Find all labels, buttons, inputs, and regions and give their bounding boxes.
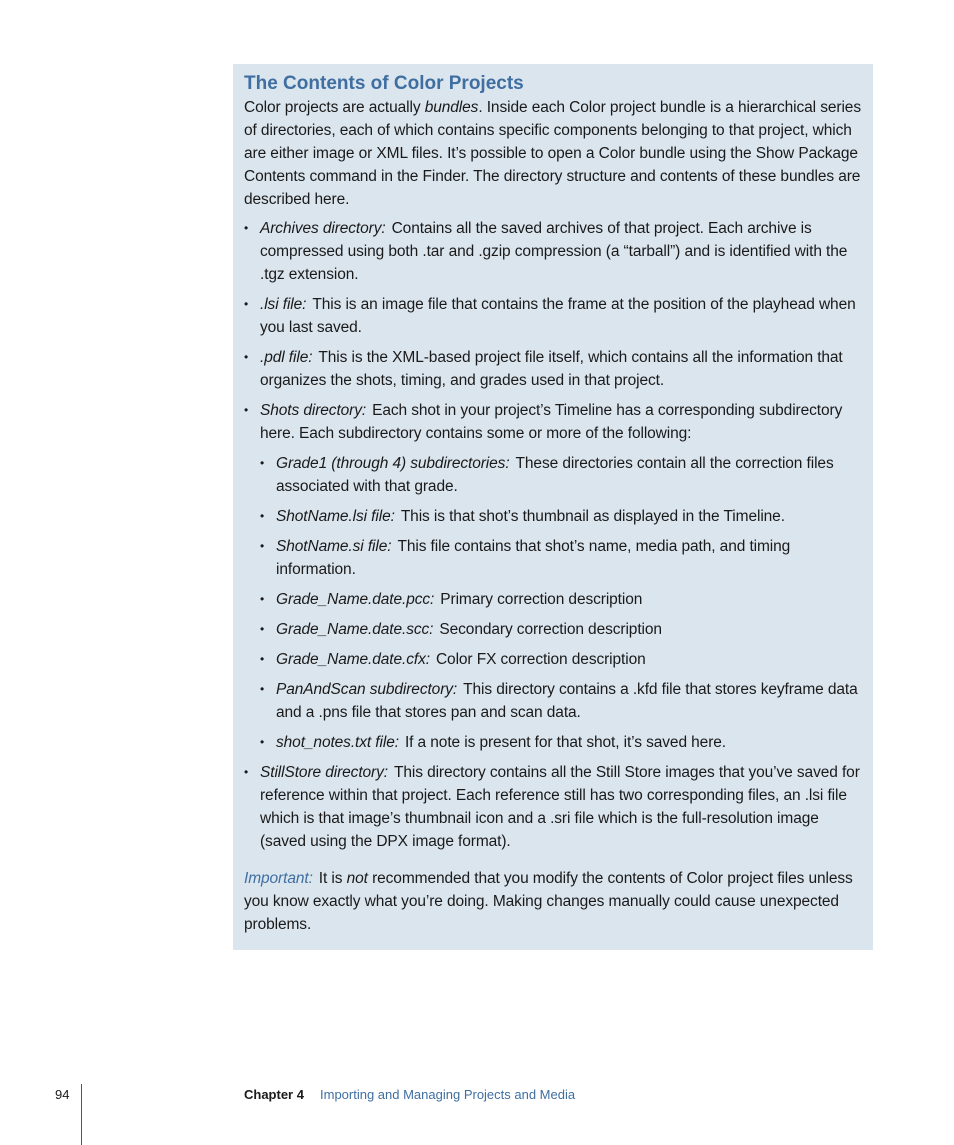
sublist-item <box>260 731 863 754</box>
bullet-icon: • <box>244 350 249 364</box>
page-number: 94 <box>55 1087 70 1102</box>
sidebar-title: The Contents of Color Projects <box>244 73 524 94</box>
item-term: .lsi file: <box>260 296 307 313</box>
list-item <box>244 293 863 339</box>
item-term: Shots directory: <box>260 402 367 419</box>
footer-chapter-title: Importing and Managing Projects and Media <box>320 1087 576 1102</box>
sublist-item <box>260 505 863 528</box>
item-term: StillStore directory: <box>260 764 388 781</box>
item-text: Contains all the saved archives of that project. Each archive is compressed using both .tar and .gzip compression (a “tarball”) and is identified with the .tgz extension. <box>260 220 848 283</box>
subitem-text: These directories contain all the correction files associated with that grade. <box>276 455 834 495</box>
subitem-text: This is that shot’s thumbnail as displayed in the Timeline. <box>400 508 785 525</box>
bullet-icon: • <box>260 456 265 470</box>
sublist-item <box>260 648 863 671</box>
bullet-icon: • <box>260 735 265 749</box>
bullet-icon: • <box>244 403 249 417</box>
footer-divider <box>81 1084 82 1145</box>
subitem-term: shot_notes.txt file: <box>276 734 399 751</box>
subitem-text: If a note is present for that shot, it’s saved here. <box>404 734 726 751</box>
item-text: This directory contains all the Still Store images that you’ve saved for reference within that project. Each reference still has two corresponding files, an .lsi file which is that image’s thumbnail icon and a .sri file which is the full-resolution image (saved using the DPX image format). <box>260 764 860 850</box>
item-text: This is the XML-based project file itself, which contains all the information that organizes the shots, timing, and grades used in that project. <box>260 349 843 389</box>
subitem-text: Primary correction description <box>440 591 643 608</box>
bullet-icon: • <box>244 221 249 235</box>
bullet-icon: • <box>244 297 249 311</box>
subitem-text: This file contains that shot’s name, media path, and timing information. <box>276 538 791 578</box>
list-item <box>244 761 863 853</box>
subitem-text: Secondary correction description <box>439 621 662 638</box>
subitem-term: ShotName.si file: <box>276 538 392 555</box>
list-item <box>244 346 863 392</box>
bullet-icon: • <box>260 592 265 606</box>
item-text: This is an image file that contains the frame at the position of the playhead when you last saved. <box>260 296 856 336</box>
subitem-term: Grade_Name.date.cfx: <box>276 651 430 668</box>
bullet-icon: • <box>260 652 265 666</box>
important-note: Important: It is not recommended that you modify the contents of Color project files unless you know exactly what you’re doing. Making changes manually could cause unexpected problems. <box>244 870 853 933</box>
list-item <box>244 217 863 286</box>
sublist-item <box>260 618 863 641</box>
sublist-item <box>260 678 863 724</box>
item-text: Each shot in your project’s Timeline has a corresponding subdirectory here. Each subdirectory contains some or more of the following: <box>260 402 843 442</box>
bullet-icon: • <box>260 622 265 636</box>
bullet-icon: • <box>260 682 265 696</box>
directory-list <box>244 217 863 853</box>
subitem-term: Grade_Name.date.pcc: <box>276 591 435 608</box>
sidebar-intro: Color projects are actually bundles. Inside each Color project bundle is a hierarchical series of directories, each of which contains specific components belonging to that project, which are either image or XML files. It’s possible to open a Color bundle using the Show Package Contents command in the Finder. The directory structure and contents of these bundles are described here. <box>244 99 861 208</box>
sublist-item <box>260 452 863 498</box>
footer-chapter: Chapter 4 <box>244 1087 304 1102</box>
subitem-term: ShotName.lsi file: <box>276 508 395 525</box>
shots-sublist <box>260 452 863 754</box>
item-term: .pdl file: <box>260 349 313 366</box>
item-term: Archives directory: <box>260 220 386 237</box>
list-item <box>244 399 863 754</box>
bullet-icon: • <box>260 509 265 523</box>
bullet-icon: • <box>244 765 249 779</box>
subitem-term: Grade_Name.date.scc: <box>276 621 434 638</box>
sublist-item <box>260 588 863 611</box>
subitem-term: PanAndScan subdirectory: <box>276 681 458 698</box>
subitem-term: Grade1 (through 4) subdirectories: <box>276 455 510 472</box>
sidebar-box <box>233 64 873 950</box>
important-label: Important: <box>244 870 313 887</box>
sublist-item <box>260 535 863 581</box>
subitem-text: Color FX correction description <box>435 651 646 668</box>
bullet-icon: • <box>260 539 265 553</box>
subitem-text: This directory contains a .kfd file that stores keyframe data and a .pns file that stores pan and scan data. <box>276 681 858 721</box>
